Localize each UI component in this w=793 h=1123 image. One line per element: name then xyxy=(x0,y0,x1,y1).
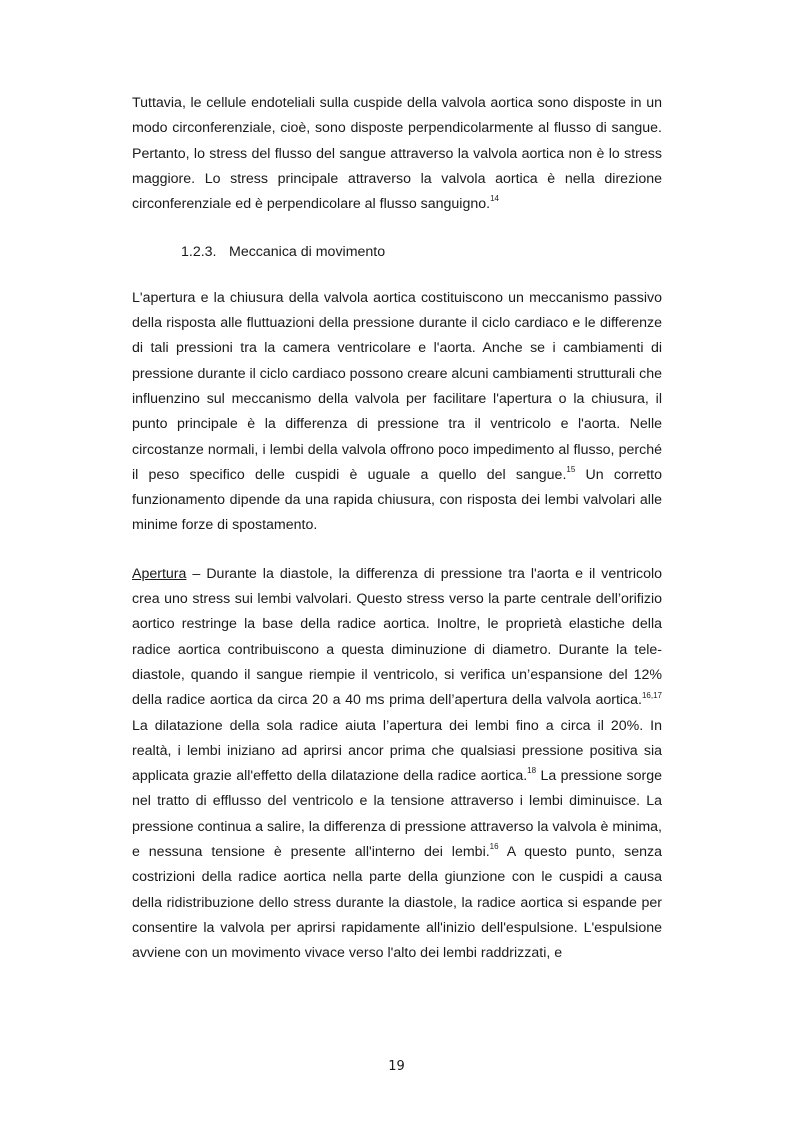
paragraph-text: Un corretto funzionamento dipende da una rapida chiusura, con risposta dei lembi valvolari alle minime forze di spostamento. xyxy=(132,466,662,534)
footnote-ref: 16 xyxy=(489,842,499,852)
footnote-ref: 15 xyxy=(566,465,576,475)
page-number: 19 xyxy=(388,1059,405,1074)
paragraph xyxy=(132,562,662,967)
paragraph-text: A questo punto, senza costrizioni della radice aortica nella parte della giunzione con le cuspidi a causa della ridistribuzione dello stress durante la diastole, la radice aortica si espande per consentire la valvola per aprirsi rapidamente all'inizio dell'espulsione. L'espulsione avviene con un movimento vivace verso l'alto dei lembi raddrizzati, e xyxy=(132,844,662,962)
paragraph-label: Apertura xyxy=(132,565,187,582)
paragraph xyxy=(132,91,662,217)
paragraph-text: La pressione sorge nel tratto di efflusso del ventricolo e la tensione attraverso i lembi diminuisce. La pressione continua a salire, la differenza di pressione attraverso la valvola è minima, e nessuna tensione è presente all'interno dei lembi. xyxy=(132,768,662,861)
paragraph xyxy=(132,286,662,539)
section-number: 1.2.3. xyxy=(181,244,217,261)
paragraph-text: Tuttavia, le cellule endoteliali sulla cuspide della valvola aortica sono disposte in un modo circonferenziale, cioè, sono disposte perpendicolarmente al flusso di sangue. Pertanto, lo stress del flusso del sangue attraverso la valvola aortica non è lo stress maggiore. Lo stress principale attraverso la valvola aortica è nella direzione circonferenziale ed è perpendicolare al flusso sanguigno. xyxy=(132,95,662,213)
section-heading xyxy=(132,240,662,265)
paragraph-text: La dilatazione della sola radice aiuta l’apertura dei lembi fino a circa il 20%. In realtà, i lembi iniziano ad aprirsi ancor prima che qualsiasi pressione positiva sia applicata grazie all'effetto della dilatazione della radice aortica. xyxy=(132,717,662,785)
footnote-ref: 14 xyxy=(490,194,499,204)
document-page xyxy=(132,91,662,967)
section-title: Meccanica di movimento xyxy=(229,244,386,261)
paragraph-text: – Durante la diastole, la differenza di pressione tra l'aorta e il ventricolo crea uno stress sui lembi valvolari. Questo stress verso la parte centrale dell’orifizio aortico restringe la base della radice aortica. Inoltre, le proprietà elastiche della radice aortica contribuiscono a questa diminuzione di diametro. Durante la tele-diastole, quando il sangue riempie il ventricolo, si verifica un’espansione del 12% della radice aortica da circa 20 a 40 ms prima dell’apertura della valvola aortica. xyxy=(132,565,662,709)
footnote-ref: 16,17 xyxy=(641,690,662,700)
footnote-ref: 18 xyxy=(527,766,537,776)
paragraph-text: L'apertura e la chiusura della valvola aortica costituiscono un meccanismo passivo della risposta alle fluttuazioni della pressione durante il ciclo cardiaco e le differenze di tali pressioni tra la camera ventricolare e l'aorta. Anche se i cambiamenti di pressione durante il ciclo cardiaco possono creare alcuni cambiamenti strutturali che influenzino sul meccanismo della valvola per facilitare l'apertura o la chiusura, il punto principale è la differenza di pressione tra il ventricolo e l'aorta. Nelle circostanze normali, i lembi della valvola offrono poco impedimento al flusso, perché il peso specifico delle cuspidi è uguale a quello del sangue. xyxy=(132,289,662,483)
